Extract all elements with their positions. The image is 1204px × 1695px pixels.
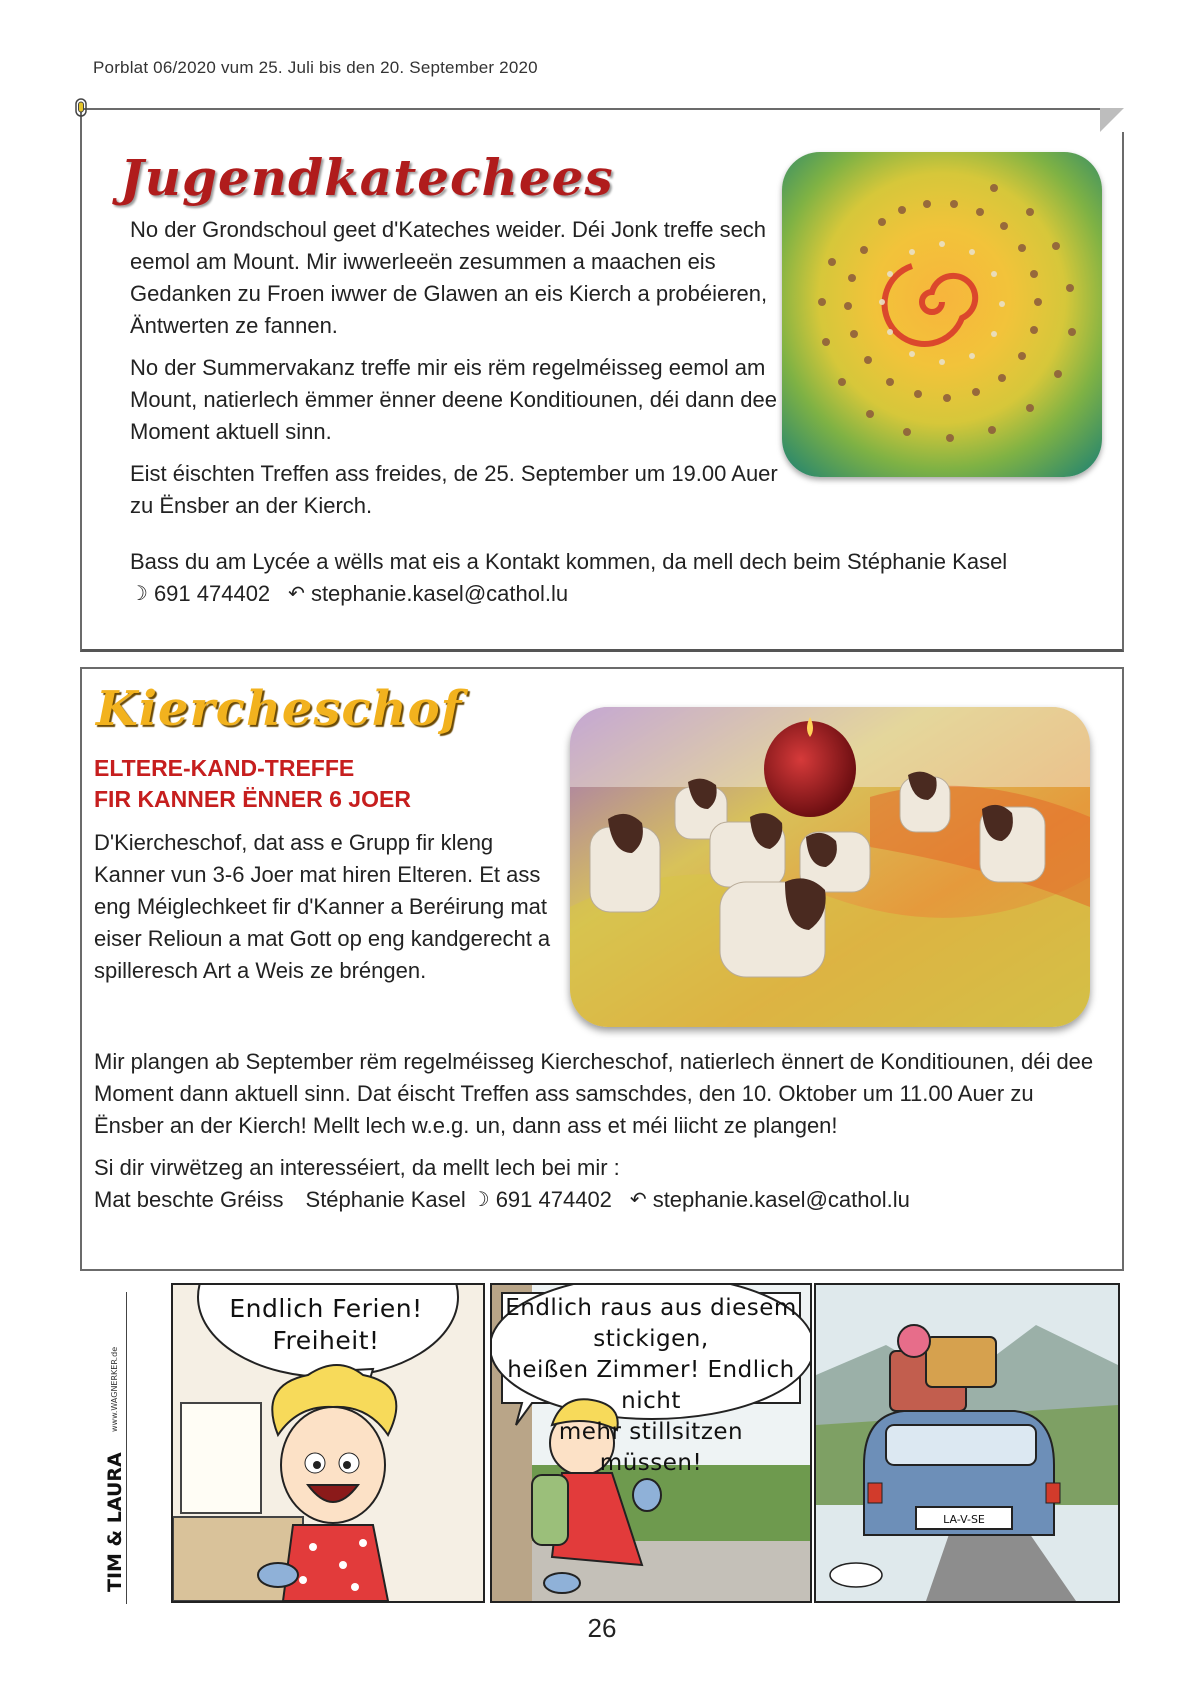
kiercheschof-name: Stéphanie Kasel: [305, 1187, 466, 1212]
jugend-contact-block: [130, 546, 1090, 610]
kiercheschof-paragraph-2: [94, 1046, 1104, 1142]
spiral-mandala-image: [782, 152, 1102, 477]
paperclip-icon: [74, 98, 88, 118]
comic-panel-3: [814, 1283, 1120, 1603]
kiercheschof-paragraph-3: Si dir virwëtzeg an interesséiert, da mellt lech bei mir :: [94, 1155, 620, 1180]
kiercheschof-contact-details: [94, 1184, 1104, 1216]
mouse-icon: ↶: [629, 1189, 647, 1211]
kiercheschof-paragraph-1: D'Kiercheschof, dat ass e Grupp fir kleng Kanner vun 3-6 Joer mat hiren Elteren. Et ass eng Méiglechkeet fir d'Kanner a Beréirung mat eiser Relioun a mat Gott op eng kandgerecht a spilleresch Art a Weis ze bréngen.: [94, 830, 551, 983]
page-number: 26: [587, 1613, 617, 1643]
jugend-email[interactable]: stephanie.kasel@cathol.lu: [310, 581, 569, 606]
kiercheschof-subtitle: [94, 753, 411, 815]
kiercheschof-paragraph-2-text: Mir plangen ab September rëm regelméisseg Kiercheschof, natierlech ënnert de Konditiounen, déi dee Moment dann aktuell sinn. Dat éischt Treffen ass samschdes, den 10. Oktober um 11.00 Auer zu Ënsber an der Kierch! Mellt lech w.e.g. un, dann ass et méi liicht ze plangen!: [94, 1049, 1094, 1138]
kiercheschof-phone: 691 474402: [495, 1187, 612, 1212]
comic-panel-2: [490, 1283, 812, 1603]
comic-bubble-2-text: Endlich raus aus diesem stickigen, heißen Zimmer! Endlich nicht mehr stillsitzen müssen!: [505, 1295, 797, 1476]
comic-side-divider: [126, 1292, 127, 1604]
jugend-paragraph-2: No der Summervakanz treffe mir eis rëm regelméisseg eemol am Mount, natierlech ëmmer ënner deene Konditiounen, déi dann dee Moment aktuell sinn.: [130, 355, 778, 444]
jugend-body: [130, 214, 790, 532]
phone-icon: ☽: [471, 1189, 490, 1211]
kiercheschof-bottom-text: [94, 1046, 1104, 1216]
comic-panel-1: [171, 1283, 485, 1603]
kiercheschof-title: Kiercheschof: [96, 681, 463, 737]
jugend-paragraph-1: No der Grondschoul geet d'Kateches weider. Déi Jonk treffe sech eemol am Mount. Mir iwwerleeën zesummen a maachen eis Gedanken zu Froen iwwer de Glawen an eis Kierch a probéieren, Äntwerten ze fannen.: [130, 217, 768, 338]
page-header: Porblat 06/2020 vum 25. Juli bis den 20. September 2020: [93, 58, 538, 77]
comic-side-label: [104, 1292, 126, 1604]
kiercheschof-subtitle-line-1: ELTERE-KAND-TREFFE: [94, 755, 355, 781]
page-fold-corner: [1100, 108, 1124, 132]
jugendkatechees-section: [80, 108, 1124, 652]
jugend-contact-details: [130, 578, 1090, 610]
sheep-candle-image: [570, 707, 1090, 1027]
jugend-contact-line: Bass du am Lycée a wëlls mat eis a Kontakt kommen, da mell dech beim Stéphanie Kasel: [130, 549, 1008, 574]
jugend-paragraph-3: Eist éischten Treffen ass freides, de 25. September um 19.00 Auer zu Ënsber an der Kierch.: [130, 461, 778, 518]
comic-bubble-2: [498, 1293, 804, 1479]
jugendkatechees-title: Jugendkatechees: [120, 148, 614, 207]
license-plate-text: LA-V-SE: [943, 1513, 985, 1526]
comic-side-title: TIM & LAURA: [104, 1452, 126, 1592]
comic-bubble-1-text: Endlich Ferien! Freiheit!: [229, 1294, 423, 1355]
kiercheschof-sign-off: Mat beschte Gréiss: [94, 1187, 284, 1212]
kiercheschof-subtitle-line-2: FIR KANNER ËNNER 6 JOER: [94, 786, 411, 812]
mouse-icon: ↶: [288, 583, 305, 605]
jugend-phone: 691 474402: [153, 581, 271, 606]
comic-side-url: www.WAGNERKER.de: [110, 1346, 119, 1432]
kiercheschof-section: [80, 667, 1124, 1271]
comic-bubble-1: [201, 1293, 451, 1357]
kiercheschof-email[interactable]: stephanie.kasel@cathol.lu: [652, 1187, 910, 1212]
phone-icon: ☽: [130, 583, 148, 605]
